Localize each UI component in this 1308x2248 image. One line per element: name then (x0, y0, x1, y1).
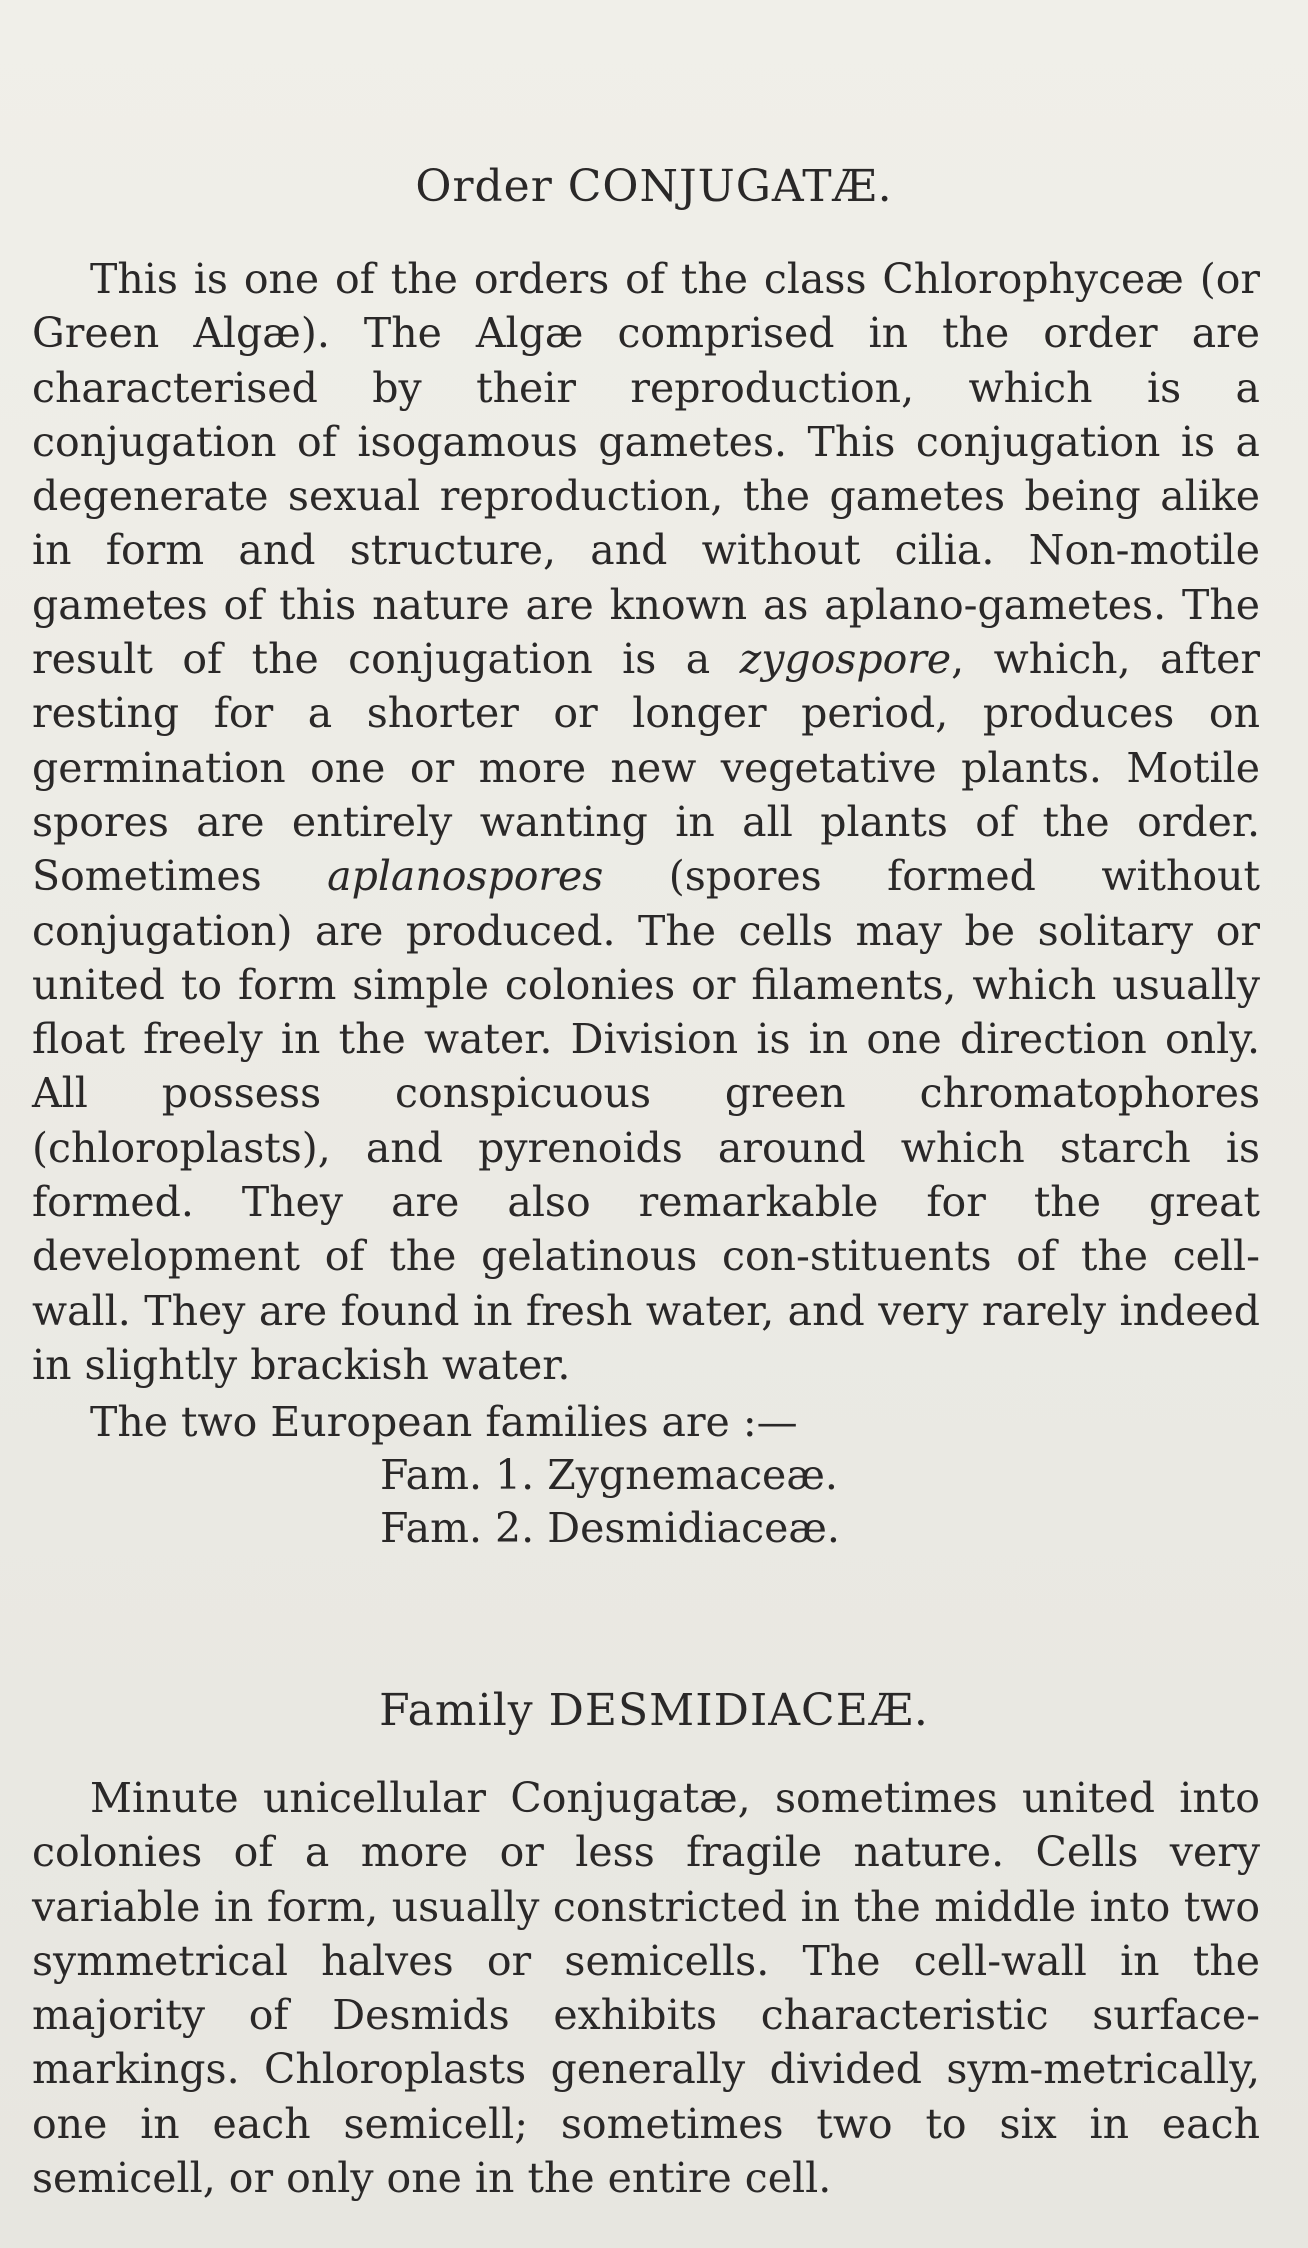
families-intro: The two European families are :— (90, 1398, 798, 1446)
family-heading: Family DESMIDIACEÆ. (379, 1685, 929, 1736)
order-description-text: (spores formed without conjugation) are produced. The cells may be solitary or united to form simple colonies or filaments, which usually float freely in the water. Division is in one direction only. All possess conspicuous green chromatophores (chloroplasts), and pyrenoids around which starch is formed. They are also remarkable for the great development of the gelatinous con-stituents of the cell-wall. They are found in fresh water, and very rarely indeed in slightly brackish water. (32, 852, 1261, 1389)
order-description-text: , which, after resting for a shorter or longer period, produces on germination one or more new vegetative plants. Motile spores are entirely wanting in all plants of the order. Sometimes (32, 635, 1260, 901)
term-aplanospores: aplanospores (327, 852, 604, 901)
family-list-item: Fam. 1. Zygnemaceæ. (380, 1451, 838, 1499)
family-list-item: Fam. 2. Desmidiaceæ. (380, 1504, 840, 1552)
order-description (32, 252, 1260, 1392)
order-description-text: This is one of the orders of the class Chlorophyceæ (or Green Algæ). The Algæ comprised in the order are characterised by their reproduction, which is a conjugation of isogamous gametes. This conjugation is a degenerate sexual reproduction, the gametes being alike in form and structure, and without cilia. Non-motile gametes of this nature are known as aplano-gametes. The result of the conjugation is a (32, 255, 1260, 684)
term-zygospore: zygospore (739, 635, 952, 684)
family-description: Minute unicellular Conjugatæ, sometimes united into colonies of a more or less fragile nature. Cells very variable in form, usually constricted in the middle into two symmetrical halves or semicells. The cell-wall in the majority of Desmids exhibits characteristic surface-markings. Chloroplasts generally divided sym-metrically, one in each semicell; sometimes two to six in each semicell, or only one in the entire cell. (32, 1774, 1260, 2203)
order-heading: Order CONJUGATÆ. (415, 161, 893, 212)
